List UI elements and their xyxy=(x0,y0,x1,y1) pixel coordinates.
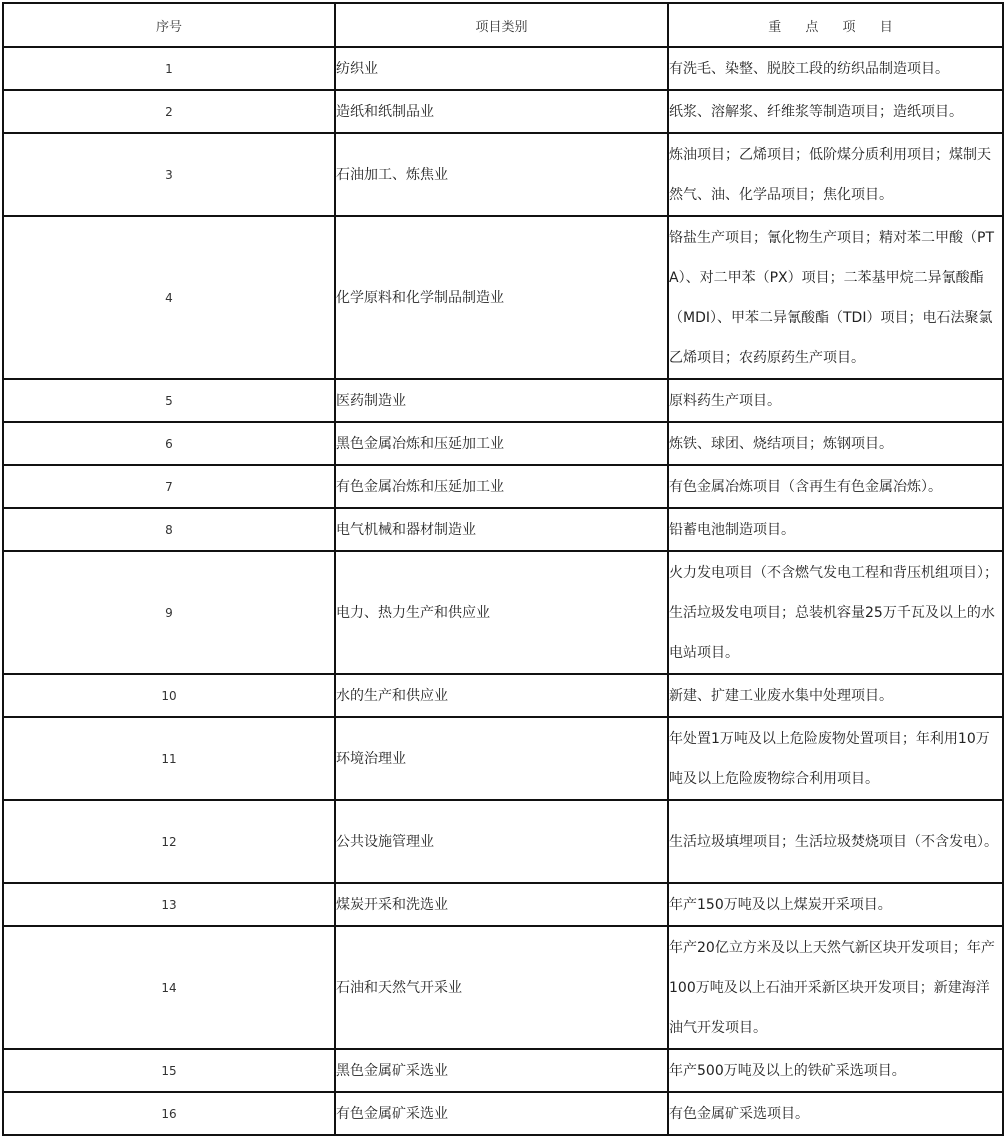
table-row xyxy=(3,508,1003,551)
row-number: 7 xyxy=(3,465,335,508)
table-row xyxy=(3,717,1003,800)
row-projects: 年处置1万吨及以上危险废物处置项目；年利用10万吨及以上危险废物综合利用项目。 xyxy=(668,717,1003,800)
row-number: 9 xyxy=(3,551,335,674)
row-category: 黑色金属冶炼和压延加工业 xyxy=(335,422,668,465)
row-category: 水的生产和供应业 xyxy=(335,674,668,717)
row-number: 16 xyxy=(3,1092,335,1135)
row-category: 石油加工、炼焦业 xyxy=(335,133,668,216)
table-row xyxy=(3,674,1003,717)
row-number: 13 xyxy=(3,883,335,926)
row-projects: 原料药生产项目。 xyxy=(668,379,1003,422)
key-projects-table xyxy=(2,2,1004,1136)
row-category: 医药制造业 xyxy=(335,379,668,422)
row-projects: 有洗毛、染整、脱胶工段的纺织品制造项目。 xyxy=(668,47,1003,90)
row-projects: 火力发电项目（不含燃气发电工程和背压机组项目）；生活垃圾发电项目；总装机容量25万千瓦及以上的水电站项目。 xyxy=(668,551,1003,674)
row-projects: 生活垃圾填埋项目；生活垃圾焚烧项目（不含发电）。 xyxy=(668,800,1003,883)
table-row xyxy=(3,133,1003,216)
row-projects: 炼油项目；乙烯项目；低阶煤分质利用项目；煤制天然气、油、化学品项目；焦化项目。 xyxy=(668,133,1003,216)
row-category: 公共设施管理业 xyxy=(335,800,668,883)
row-category: 黑色金属矿采选业 xyxy=(335,1049,668,1092)
row-number: 15 xyxy=(3,1049,335,1092)
row-number: 11 xyxy=(3,717,335,800)
row-projects: 有色金属矿采选项目。 xyxy=(668,1092,1003,1135)
row-number: 6 xyxy=(3,422,335,465)
table-row xyxy=(3,1049,1003,1092)
row-category: 有色金属冶炼和压延加工业 xyxy=(335,465,668,508)
header-serial-number: 序号 xyxy=(3,3,335,47)
row-projects: 年产500万吨及以上的铁矿采选项目。 xyxy=(668,1049,1003,1092)
row-category: 纺织业 xyxy=(335,47,668,90)
row-projects: 铅蓄电池制造项目。 xyxy=(668,508,1003,551)
row-projects: 年产20亿立方米及以上天然气新区块开发项目；年产100万吨及以上石油开采新区块开发项目；新建海洋油气开发项目。 xyxy=(668,926,1003,1049)
table-row xyxy=(3,551,1003,674)
table-header-row xyxy=(3,3,1003,47)
header-key-projects: 重 点 项 目 xyxy=(668,3,1003,47)
row-projects: 纸浆、溶解浆、纤维浆等制造项目；造纸项目。 xyxy=(668,90,1003,133)
row-category: 电力、热力生产和供应业 xyxy=(335,551,668,674)
row-number: 3 xyxy=(3,133,335,216)
row-projects: 铬盐生产项目；氰化物生产项目；精对苯二甲酸（PTA）、对二甲苯（PX）项目；二苯基甲烷二异氰酸酯（MDI）、甲苯二异氰酸酯（TDI）项目；电石法聚氯乙烯项目；农药原药生产项目。 xyxy=(668,216,1003,379)
row-category: 造纸和纸制品业 xyxy=(335,90,668,133)
row-projects: 年产150万吨及以上煤炭开采项目。 xyxy=(668,883,1003,926)
row-category: 有色金属矿采选业 xyxy=(335,1092,668,1135)
header-project-category: 项目类别 xyxy=(335,3,668,47)
table-row xyxy=(3,422,1003,465)
row-number: 10 xyxy=(3,674,335,717)
row-number: 5 xyxy=(3,379,335,422)
table-row xyxy=(3,1092,1003,1135)
table-row xyxy=(3,379,1003,422)
row-category: 环境治理业 xyxy=(335,717,668,800)
row-projects: 新建、扩建工业废水集中处理项目。 xyxy=(668,674,1003,717)
row-projects: 炼铁、球团、烧结项目；炼钢项目。 xyxy=(668,422,1003,465)
table-row xyxy=(3,800,1003,883)
table-body xyxy=(3,47,1003,1135)
row-number: 4 xyxy=(3,216,335,379)
table-row xyxy=(3,47,1003,90)
row-category: 电气机械和器材制造业 xyxy=(335,508,668,551)
table-row xyxy=(3,465,1003,508)
table-row xyxy=(3,90,1003,133)
row-number: 8 xyxy=(3,508,335,551)
table-row xyxy=(3,883,1003,926)
table-row xyxy=(3,216,1003,379)
row-category: 煤炭开采和洗选业 xyxy=(335,883,668,926)
row-projects: 有色金属冶炼项目（含再生有色金属冶炼）。 xyxy=(668,465,1003,508)
row-number: 14 xyxy=(3,926,335,1049)
row-number: 2 xyxy=(3,90,335,133)
row-category: 石油和天然气开采业 xyxy=(335,926,668,1049)
row-number: 12 xyxy=(3,800,335,883)
row-category: 化学原料和化学制品制造业 xyxy=(335,216,668,379)
table-row xyxy=(3,926,1003,1049)
row-number: 1 xyxy=(3,47,335,90)
